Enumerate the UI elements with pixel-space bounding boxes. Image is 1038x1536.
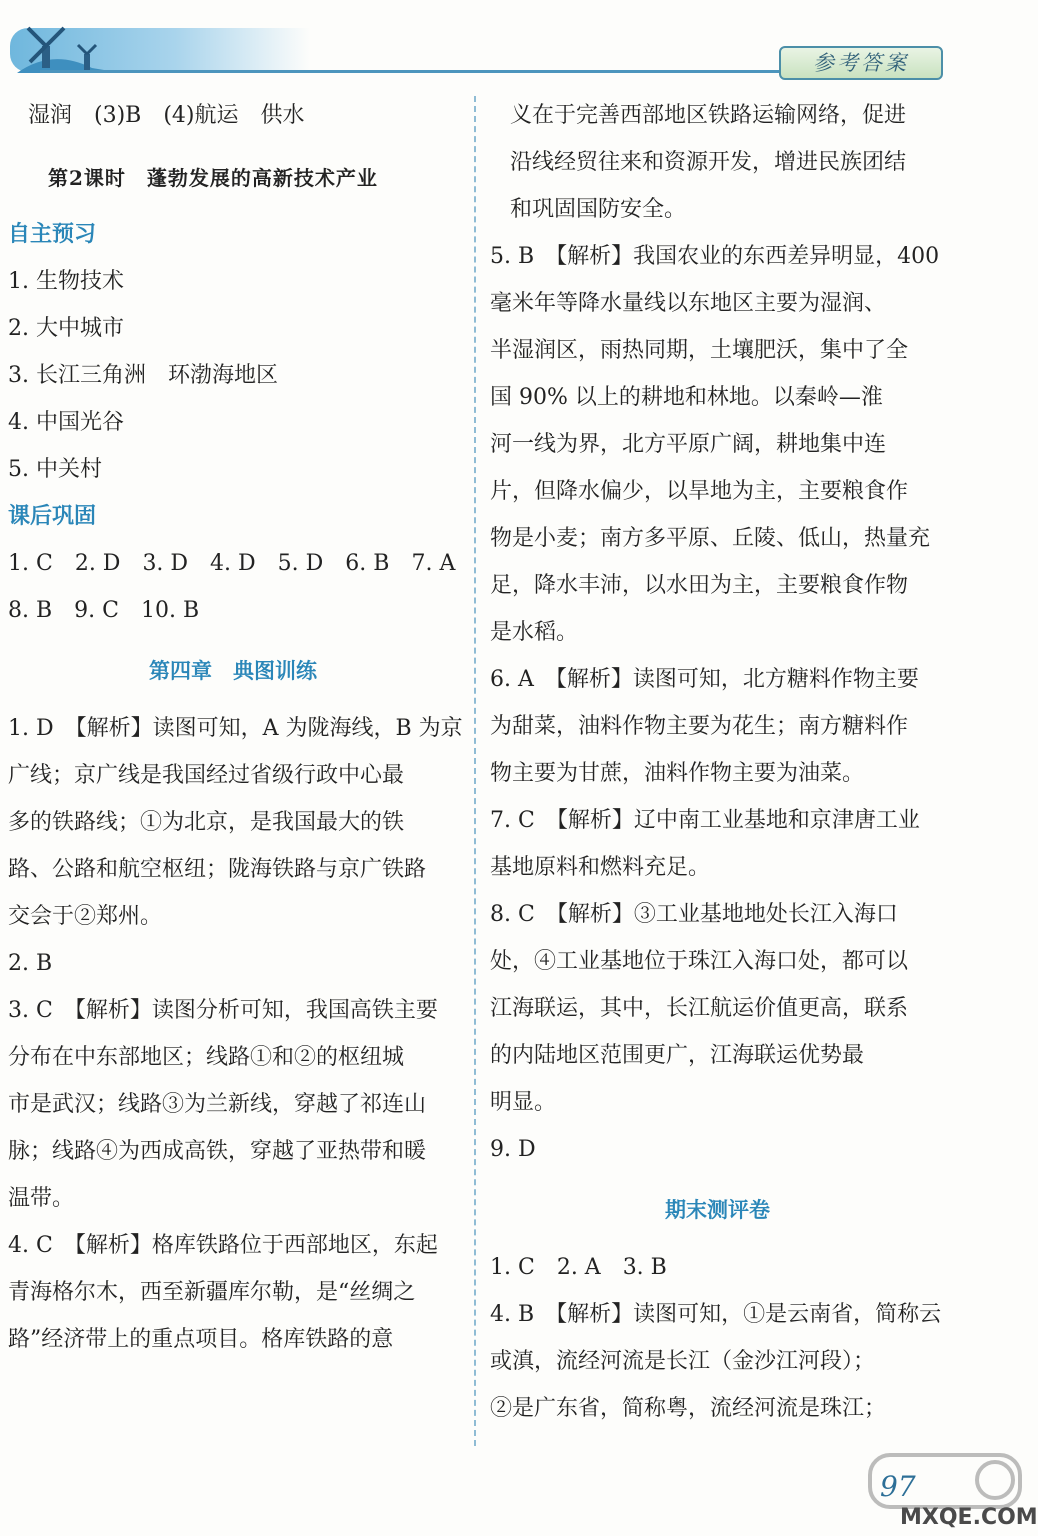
answer-line: 5. B 【解析】我国农业的东西差异明显，400	[490, 244, 940, 269]
page-header	[0, 0, 1038, 80]
answer-line: 2. 大中城市	[8, 316, 124, 341]
answer-line: 广线；京广线是我国经过省级行政中心最	[8, 763, 405, 788]
answer-line: 4. 中国光谷	[8, 410, 124, 435]
lesson-title: 第2课时 蓬勃发展的高新技术产业	[48, 166, 378, 190]
answer-line: 半湿润区，雨热同期，土壤肥沃，集中了全	[490, 338, 909, 363]
answer-line: 青海格尔木，西至新疆库尔勒，是“丝绸之	[8, 1280, 416, 1305]
answer-line: 江海联运，其中，长江航运价值更高，联系	[490, 996, 909, 1021]
answer-line: 6. A 【解析】读图可知，北方糖料作物主要	[490, 667, 919, 692]
answer-line: 温带。	[8, 1186, 75, 1211]
left-column	[8, 92, 463, 1363]
answer-line: 路、公路和航空枢纽；陇海铁路与京广铁路	[8, 857, 427, 882]
answer-line: 处，④工业基地位于珠江入海口处，都可以	[490, 949, 909, 974]
answer-line: 或滇，流经河流是长江（金沙江河段）；	[490, 1349, 876, 1374]
answer-line: 交会于②郑州。	[8, 904, 163, 929]
answer-key-tag: 参考答案	[779, 46, 943, 80]
answer-line: 足，降水丰沛，以水田为主，主要粮食作物	[490, 573, 909, 598]
answer-line: 国 90% 以上的耕地和林地。以秦岭—淮	[490, 385, 883, 410]
answer-line: ②是广东省，简称粤，流经河流是珠江；	[490, 1396, 887, 1421]
answer-line: 片，但降水偏少，以旱地为主，主要粮食作	[490, 479, 909, 504]
answer-line: 1. C 2. D 3. D 4. D 5. D 6. B 7. A	[8, 551, 456, 576]
header-rule	[40, 70, 780, 73]
answer-line: 沿线经贸往来和资源开发，增进民族团结	[510, 150, 907, 175]
answer-line: 是水稻。	[490, 620, 579, 645]
windmill-icon	[12, 18, 122, 78]
answer-line: 8. B 9. C 10. B	[8, 598, 200, 623]
answer-line: 明显。	[490, 1090, 557, 1115]
answer-line: 基地原料和燃料充足。	[490, 855, 711, 880]
text-line: 湿润 (3)B (4)航运 供水	[28, 103, 305, 128]
column-divider	[474, 96, 476, 1446]
answer-line: 1. D 【解析】读图可知，A 为陇海线，B 为京	[8, 716, 463, 741]
answer-line: 1. C 2. A 3. B	[490, 1255, 667, 1280]
answer-line: 4. B 【解析】读图可知，①是云南省，简称云	[490, 1302, 942, 1327]
answer-line: 5. 中关村	[8, 457, 102, 482]
section-heading-review: 课后巩固	[8, 504, 97, 529]
answer-line: 路”经济带上的重点项目。格库铁路的意	[8, 1327, 394, 1352]
answer-line: 义在于完善西部地区铁路运输网络，促进	[510, 103, 907, 128]
answer-line: 9. D	[490, 1137, 536, 1162]
answer-line: 为甜菜，油料作物主要为花生；南方糖料作	[490, 714, 909, 739]
section-heading-preview: 自主预习	[8, 222, 97, 247]
right-column	[490, 92, 945, 1432]
answer-line: 物主要为甘蔗，油料作物主要为油菜。	[490, 761, 865, 786]
answer-line: 和巩固国防安全。	[510, 197, 687, 222]
exam-heading: 期末测评卷	[665, 1198, 770, 1222]
answer-line: 4. C 【解析】格库铁路位于西部地区，东起	[8, 1233, 438, 1258]
answer-line: 多的铁路线；①为北京，是我国最大的铁	[8, 810, 405, 835]
answer-line: 河一线为界，北方平原广阔，耕地集中连	[490, 432, 887, 457]
watermark-text: MXQE.COM	[900, 1505, 1038, 1530]
answer-line: 的内陆地区范围更广，江海联运优势最	[490, 1043, 865, 1068]
page-number: 97	[880, 1470, 916, 1503]
answer-line: 8. C 【解析】③工业基地地处长江入海口	[490, 902, 898, 927]
answer-line: 市是武汉；线路③为兰新线，穿越了祁连山	[8, 1092, 427, 1117]
answer-line: 分布在中东部地区；线路①和②的枢纽城	[8, 1045, 405, 1070]
answer-line: 2. B	[8, 951, 53, 976]
chapter-heading: 第四章 典图训练	[149, 659, 317, 683]
answer-line: 7. C 【解析】辽中南工业基地和京津唐工业	[490, 808, 920, 833]
answer-line: 3. 长江三角洲 环渤海地区	[8, 363, 278, 388]
answer-line: 物是小麦；南方多平原、丘陵、低山，热量充	[490, 526, 931, 551]
answer-line: 3. C 【解析】读图分析可知，我国高铁主要	[8, 998, 438, 1023]
answer-line: 毫米年等降水量线以东地区主要为湿润、	[490, 291, 887, 316]
answer-line: 1. 生物技术	[8, 269, 124, 294]
answer-line: 脉；线路④为西成高铁，穿越了亚热带和暖	[8, 1139, 427, 1164]
